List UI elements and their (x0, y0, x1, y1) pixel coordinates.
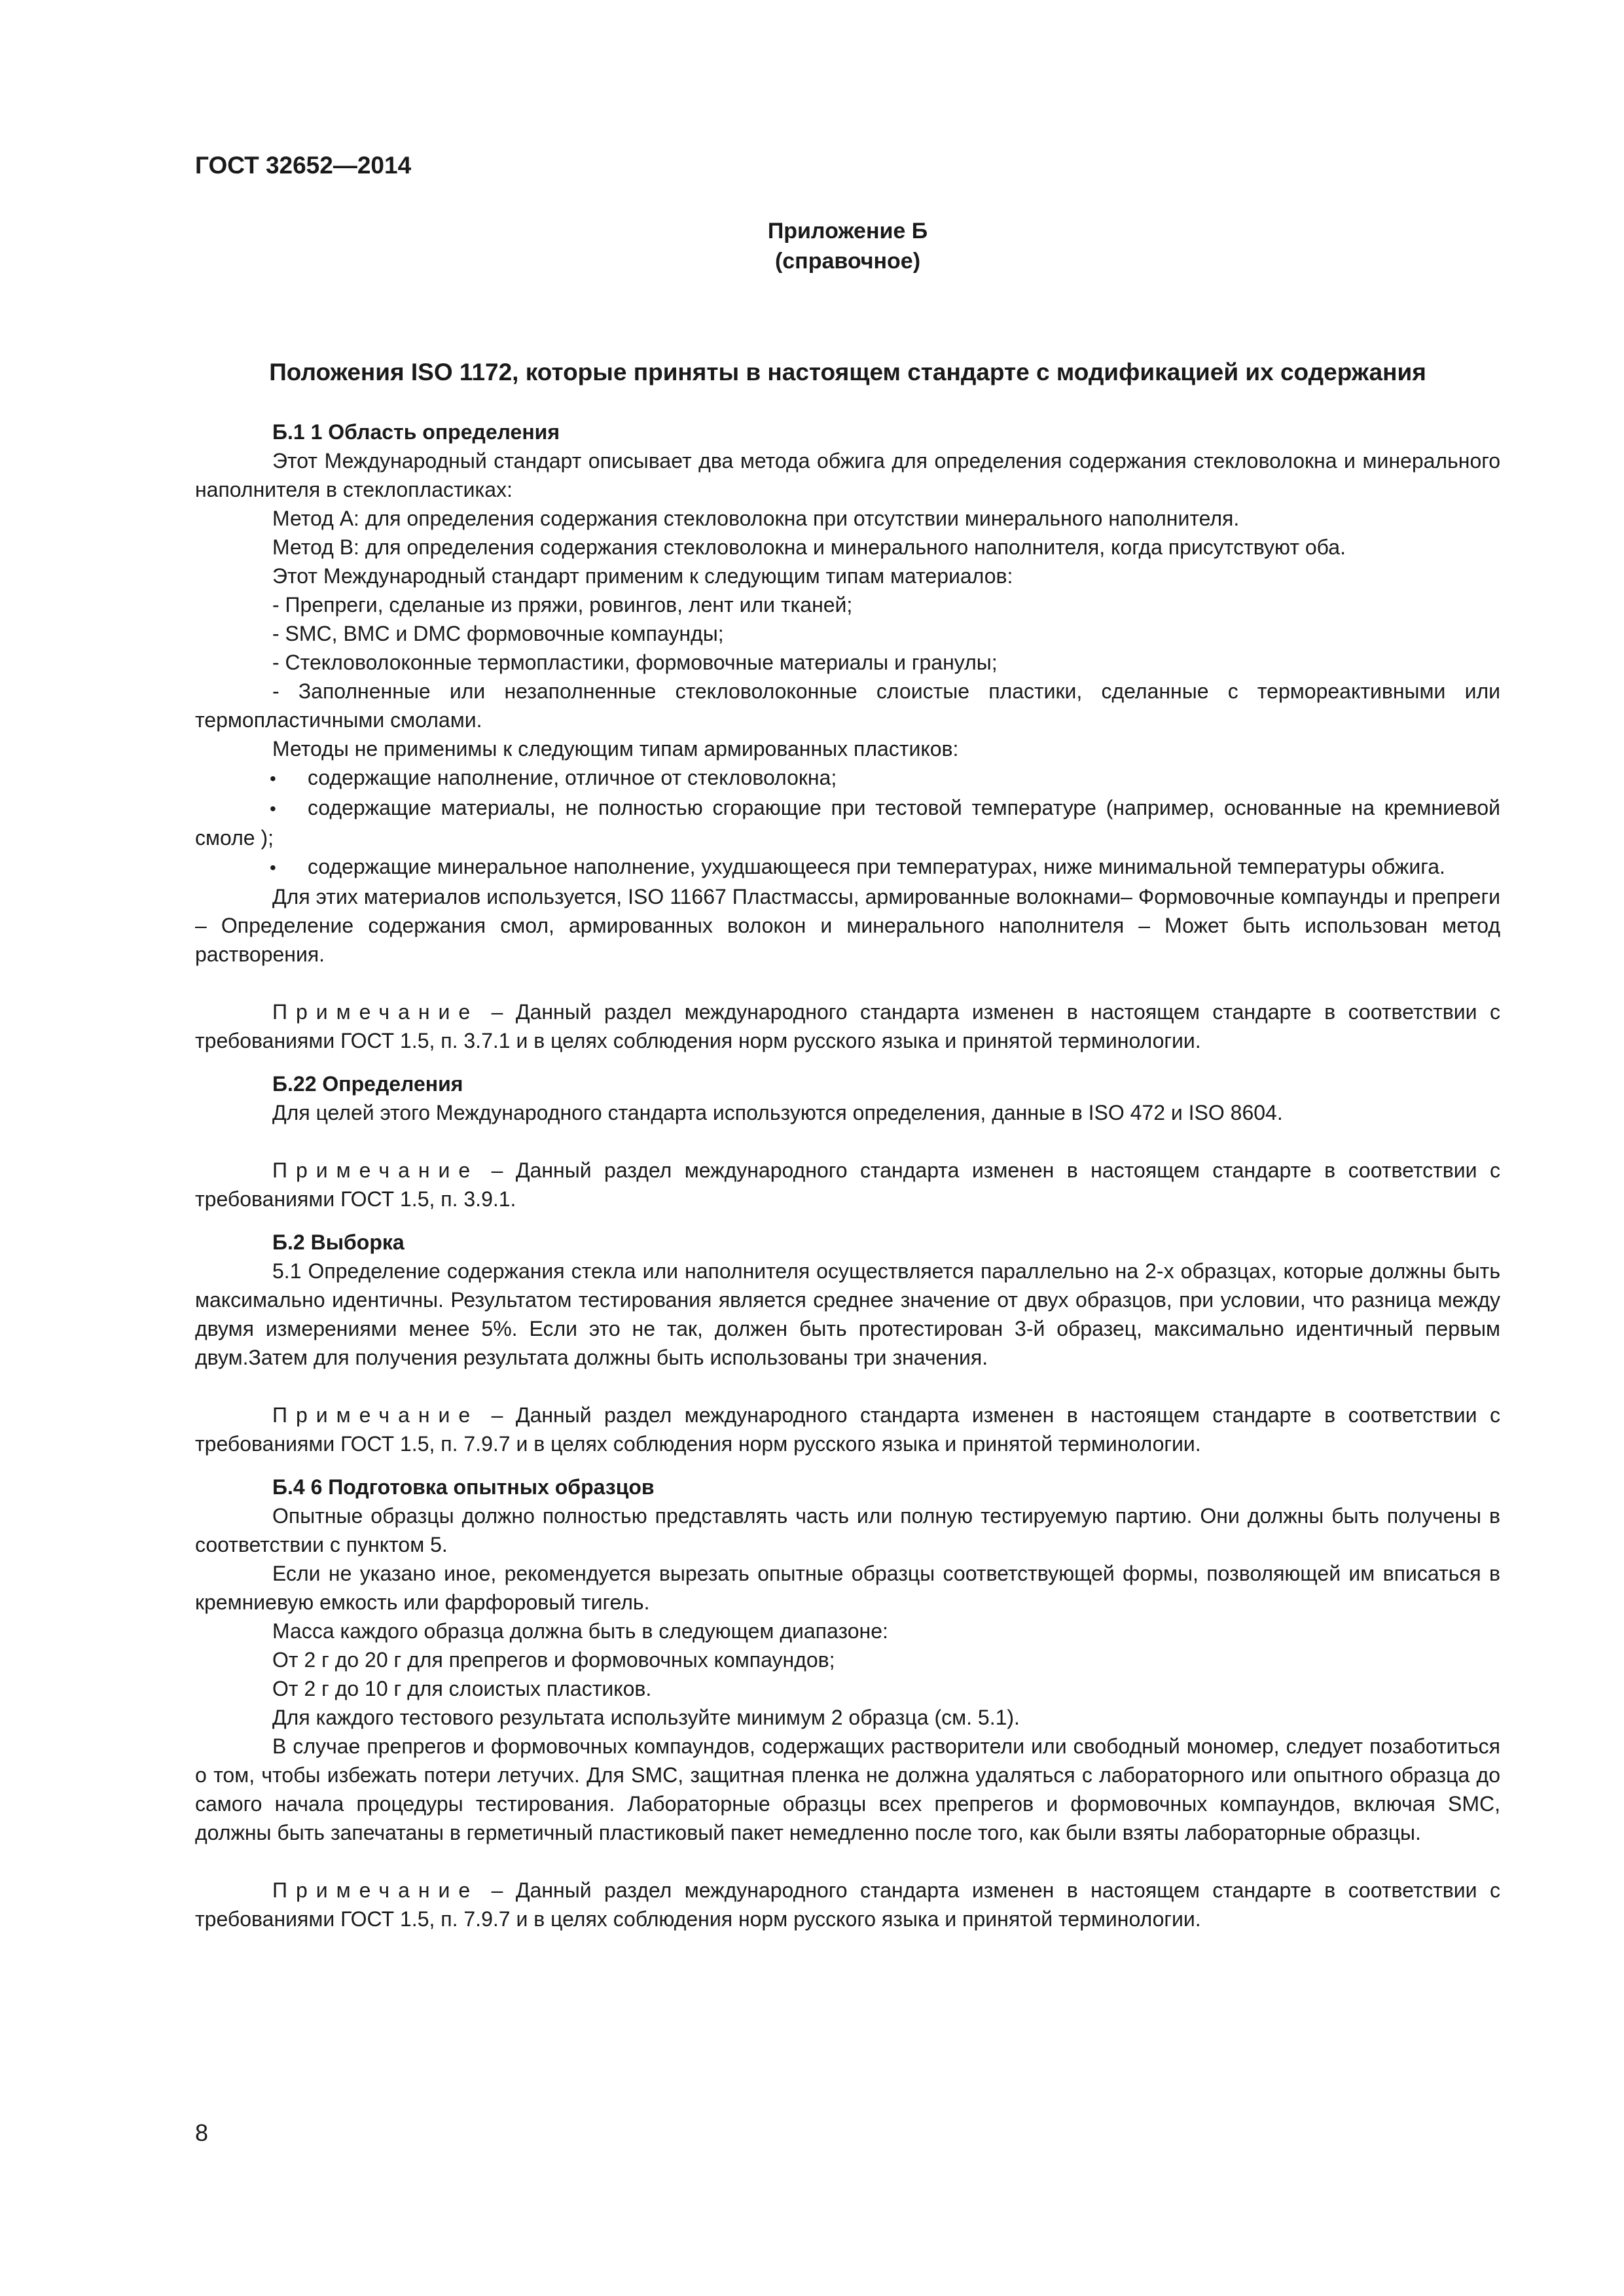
paragraph: Метод В: для определения содержания стекловолокна и минерального наполнителя, когда присутствуют оба. (272, 535, 1346, 559)
list-item: - SMC, BMC и DMC формовочные компаунды; (272, 622, 724, 645)
paragraph: Опытные образцы должно полностью представлять часть или полную тестируемую партию. Они должны быть получены в соответствии с пунктом 5. (195, 1504, 1500, 1556)
paragraph: В случае препрегов и формовочных компаундов, содержащих растворители или свободный мономер, следует позаботиться о том, чтобы избежать потери летучих. Для SMC, защитная пленка не должна удаляться с лабораторного или опытного образца до самого начала процедуры тестирования. Лабораторные образцы всех препрегов и формовочных компаундов, включая SMC, должны быть запечатаны в герметичный пластиковый пакет немедленно после того, как были взяты лабораторные образцы. (195, 1734, 1500, 1844)
paragraph: 5.1 Определение содержания стекла или наполнителя осуществляется параллельно на 2-х образцах, которые должны быть максимально идентичны. Результатом тестирования является среднее значение от двух образцов, при условии, что разница между двумя измерениями менее 5%. Если это не так, должен быть протестирован 3-й образец, максимально идентичный первым двум.Затем для получения результата должны быть использованы три значения. (195, 1259, 1500, 1369)
note-label: Примечание (272, 1158, 479, 1182)
note-text: – Данный раздел международного стандарта изменен в настоящем стандарте в соответствии с требованиями ГОСТ 1.5, п. 3.9.1. (195, 1158, 1500, 1211)
bullet-text: содержащие материалы, не полностью сгорающие при тестовой температуре (например, основанные на кремниевой смоле ); (195, 796, 1500, 850)
section-heading-definitions: Б.22 Определения (272, 1072, 463, 1096)
note-label: Примечание (272, 1403, 479, 1427)
note-label: Примечание (272, 1000, 479, 1024)
annex-label: Приложение Б (767, 219, 928, 243)
document-page (195, 0, 1500, 2296)
annex-title: Положения ISO 1172, которые приняты в настоящем стандарте с модификацией их содержания (269, 359, 1426, 386)
paragraph: Этот Международный стандарт применим к следующим типам материалов: (272, 564, 1013, 588)
annex-heading (195, 216, 1500, 276)
note-text: – Данный раздел международного стандарта изменен в настоящем стандарте в соответствии с требованиями ГОСТ 1.5, п. 3.7.1 и в целях соблюдения норм русского языка и принятой терминологии. (195, 1000, 1500, 1052)
bullet-icon: • (270, 768, 276, 789)
note-label: Примечание (272, 1878, 479, 1902)
section-heading-scope: Б.1 1 Область определения (272, 420, 560, 444)
bullet-icon: • (270, 798, 276, 819)
list-item: - Препреги, сделаные из пряжи, ровингов, лент или тканей; (272, 593, 853, 617)
bullet-text: содержащие минеральное наполнение, ухудшающееся при температурах, ниже минимальной температуры обжига. (308, 855, 1445, 878)
note-text: – Данный раздел международного стандарта изменен в настоящем стандарте в соответствии с требованиями ГОСТ 1.5, п. 7.9.7 и в целях соблюдения норм русского языка и принятой терминологии. (195, 1403, 1500, 1456)
bullet-item (195, 852, 1500, 882)
paragraph: От 2 г до 20 г для препрегов и формовочных компаундов; (272, 1648, 835, 1672)
paragraph: Методы не применимы к следующим типам армированных пластиков: (272, 737, 959, 761)
paragraph: От 2 г до 10 г для слоистых пластиков. (272, 1677, 652, 1700)
document-body (195, 418, 1500, 1933)
bullet-list (195, 763, 1500, 882)
bullet-item (195, 793, 1500, 852)
paragraph: Для этих материалов используется, ISO 11667 Пластмассы, армированные волокнами– Формовочные компаунды и препреги – Определение содержания смол, армированных волокон и минерального наполнителя – Может быть использован метод растворения. (195, 885, 1500, 966)
annex-kind: (справочное) (774, 249, 921, 274)
paragraph: Масса каждого образца должна быть в следующем диапазоне: (272, 1619, 888, 1643)
paragraph: Для целей этого Международного стандарта используются определения, данные в ISO 472 и ISO 8604. (272, 1101, 1283, 1124)
note (195, 1876, 1500, 1933)
note (195, 1401, 1500, 1458)
note-text: – Данный раздел международного стандарта изменен в настоящем стандарте в соответствии с требованиями ГОСТ 1.5, п. 7.9.7 и в целях соблюдения норм русского языка и принятой терминологии. (195, 1878, 1500, 1931)
section-heading-sampling: Б.2 Выборка (272, 1230, 405, 1254)
bullet-item (195, 763, 1500, 793)
paragraph: Этот Международный стандарт описывает два метода обжига для определения содержания стекловолокна и минерального наполнителя в стеклопластиках: (195, 449, 1500, 501)
paragraph: Если не указано иное, рекомендуется вырезать опытные образцы соответствующей формы, позволяющей им вписаться в кремниевую емкость или фарфоровый тигель. (195, 1562, 1500, 1614)
list-item: - Заполненные или незаполненные стекловолоконные слоистые пластики, сделанные с термореактивными или термопластичными смолами. (195, 679, 1500, 732)
list-item: - Стекловолоконные термопластики, формовочные материалы и гранулы; (272, 651, 998, 674)
bullet-text: содержащие наполнение, отличное от стекловолокна; (308, 766, 837, 789)
bullet-icon: • (270, 857, 276, 878)
document-code: ГОСТ 32652—2014 (195, 152, 412, 179)
paragraph: Метод А: для определения содержания стекловолокна при отсутствии минерального наполнителя. (272, 507, 1240, 530)
paragraph: Для каждого тестового результата используйте минимум 2 образца (см. 5.1). (272, 1706, 1020, 1729)
section-heading-specimen-preparation: Б.4 6 Подготовка опытных образцов (272, 1475, 655, 1499)
note (195, 997, 1500, 1055)
note (195, 1156, 1500, 1213)
page-number: 8 (195, 2119, 209, 2146)
